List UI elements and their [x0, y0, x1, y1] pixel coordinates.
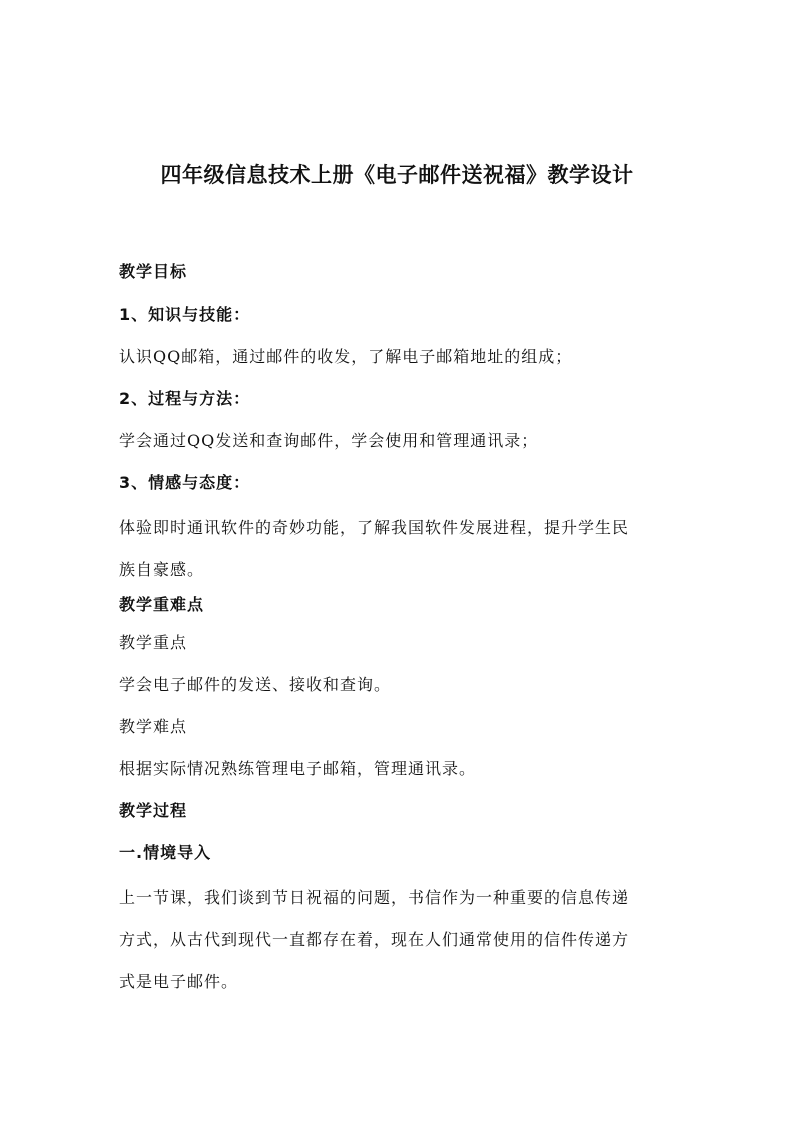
process-method-heading: 2、过程与方法： [119, 389, 251, 408]
emotion-attitude-text-line1: 体验即时通讯软件的奇妙功能，了解我国软件发展进程，提升学生民 [119, 518, 630, 537]
knowledge-skills-heading: 1、知识与技能： [119, 305, 251, 324]
difficult-points-text: 根据实际情况熟练管理电子邮箱，管理通讯录。 [119, 759, 477, 778]
knowledge-skills-text: 认识QQ邮箱，通过邮件的收发，了解电子邮箱地址的组成； [119, 347, 573, 366]
emotion-attitude-heading: 3、情感与态度： [119, 473, 251, 492]
document-title: 四年级信息技术上册《电子邮件送祝福》教学设计 [160, 163, 634, 187]
difficult-points-label: 教学难点 [119, 717, 188, 736]
key-difficult-heading: 教学重难点 [119, 595, 205, 614]
key-points-text: 学会电子邮件的发送、接收和查询。 [119, 675, 392, 694]
intro-text-line3: 式是电子邮件。 [119, 972, 239, 991]
key-points-label: 教学重点 [119, 633, 188, 652]
process-method-text: 学会通过QQ发送和查询邮件，学会使用和管理通讯录； [119, 431, 539, 450]
objectives-heading: 教学目标 [119, 262, 188, 281]
intro-text-line2: 方式，从古代到现代一直都存在着，现在人们通常使用的信件传递方 [119, 930, 630, 949]
document-body [119, 258, 679, 1003]
intro-heading: 一.情境导入 [119, 843, 212, 862]
teaching-process-heading: 教学过程 [119, 801, 188, 820]
emotion-attitude-text-line2: 族自豪感。 [119, 560, 205, 579]
intro-text-line1: 上一节课，我们谈到节日祝福的问题，书信作为一种重要的信息传递 [119, 888, 630, 907]
